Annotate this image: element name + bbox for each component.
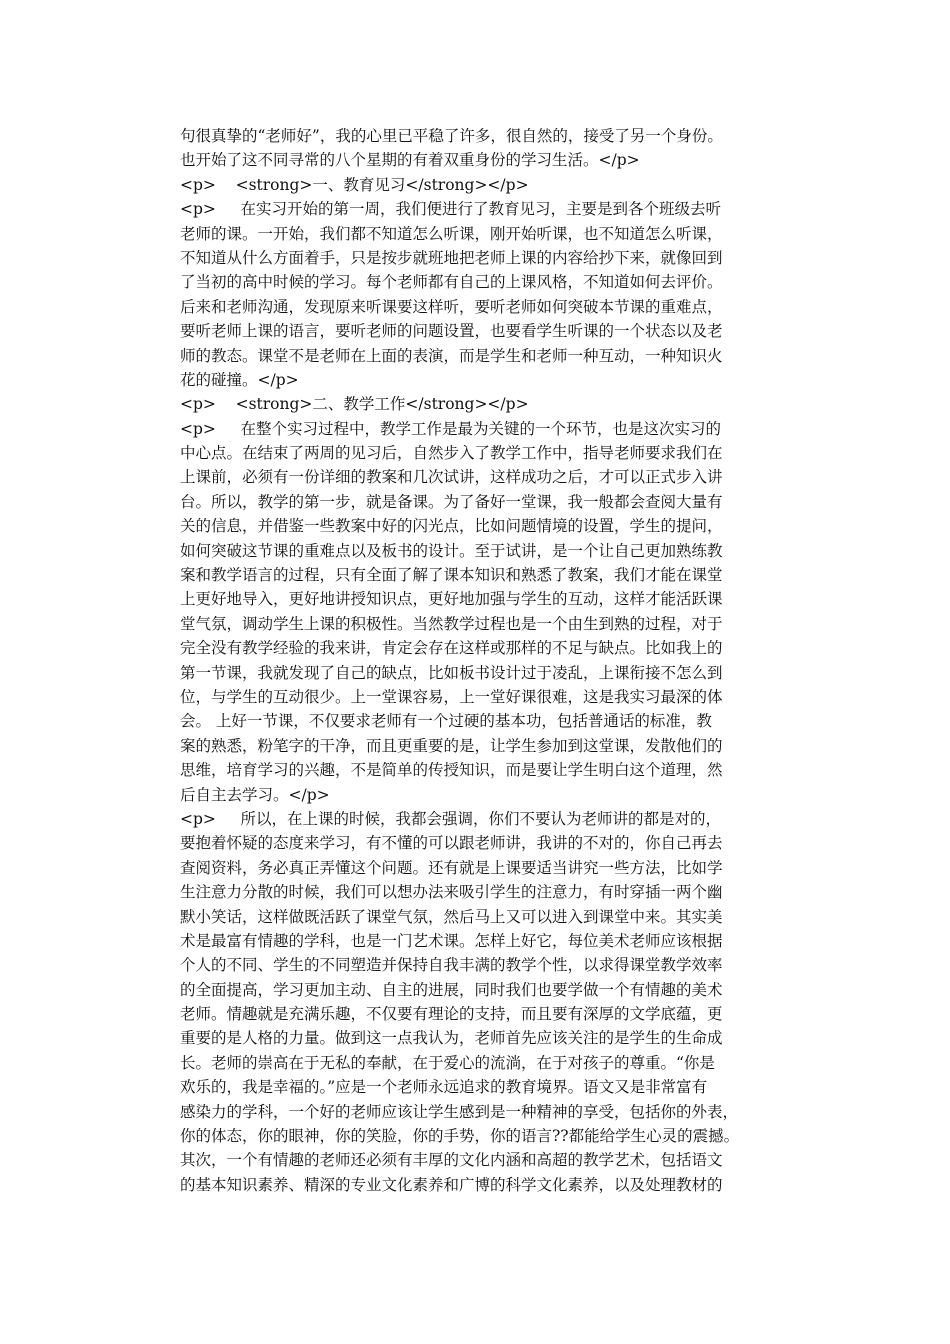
text-line: 师的教态。课堂不是老师在上面的表演，而是学生和老师一种互动，一种知识火 — [180, 346, 723, 365]
text-line: 完全没有教学经验的我来讲，肯定会存在这样或那样的不足与缺点。比如我上的 — [180, 639, 723, 658]
text-line: 后自主去学习。</p> — [180, 785, 330, 804]
text-line: 查阅资料，务必真正弄懂这个问题。还有就是上课要适当讲究一些方法，比如学 — [180, 858, 723, 877]
text-line: <p> 所以，在上课的时候，我都会强调，你们不要认为老师讲的都是对的， — [180, 809, 722, 828]
text-line: 思维，培育学习的兴趣，不是简单的传授知识，而是要让学生明白这个道理，然 — [180, 761, 723, 780]
text-line: 句很真挚的“老师好”，我的心里已平稳了许多，很自然的，接受了另一个身份。 — [180, 127, 723, 145]
text-line: 生注意力分散的时候，我们可以想办法来吸引学生的注意力，有时穿插一两个幽 — [180, 883, 723, 902]
text-line: 关的信息，并借鉴一些教案中好的闪光点，比如问题情境的设置，学生的提问， — [180, 517, 723, 536]
text-line: 位，与学生的互动很少。上一堂课容易，上一堂好课很难，这是我实习最深的体 — [180, 687, 723, 706]
text-line: 你的体态，你的眼神，你的笑脸，你的手势，你的语言??都能给学生心灵的震撼。 — [180, 1127, 740, 1146]
text-line: 后来和老师沟通，发现原来听课要这样听，要听老师如何突破本节课的重难点， — [180, 297, 723, 316]
text-line: 的全面提高，学习更加主动、自主的进展，同时我们也要学做一个有情趣的美术 — [180, 980, 723, 999]
body-text — [180, 124, 780, 1197]
text-line: 第一节课，我就发现了自己的缺点，比如板书设计过于凌乱，上课衔接不怎么到 — [180, 663, 723, 682]
text-line: 堂气氛，调动学生上课的积极性。当然教学过程也是一个由生到熟的过程，对于 — [180, 614, 723, 633]
text-line: <p> 在实习开始的第一周，我们便进行了教育见习，主要是到各个班级去听 — [180, 200, 722, 219]
text-line: 感染力的学科，一个好的老师应该让学生感到是一种精神的享受，包括你的外表， — [180, 1102, 739, 1121]
text-line: 要抱着怀疑的态度来学习，有不懂的可以跟老师讲，我讲的不对的，你自己再去 — [180, 834, 723, 853]
text-line: 上课前，必须有一份详细的教案和几次试讲，这样成功之后，才可以正式步入讲 — [180, 468, 723, 487]
text-line: 老师。情趣就是充满乐趣，不仅要有理论的支持，而且要有深厚的文学底蕴，更 — [180, 1005, 723, 1024]
text-line: 如何突破这节课的重难点以及板书的设计。至于试讲，是一个让自己更加熟练教 — [180, 541, 723, 560]
text-line: <p> <strong>一、教育见习</strong></p> — [180, 175, 529, 194]
text-line: 欢乐的，我是幸福的。”应是一个老师永远追求的教育境界。语文又是非常富有 — [180, 1078, 708, 1097]
text-line: 其次，一个有情趣的老师还必须有丰厚的文化内涵和高超的教学艺术，包括语文 — [180, 1151, 723, 1170]
text-line: <p> 在整个实习过程中，教学工作是最为关键的一个环节，也是这次实习的 — [180, 419, 722, 438]
text-line: 不知道从什么方面着手，只是按步就班地把老师上课的内容给抄下来，就像回到 — [180, 248, 723, 267]
text-line: 个人的不同、学生的不同塑造并保持自我丰满的教学个性，以求得课堂教学效率 — [180, 956, 723, 975]
text-line: 台。所以，教学的第一步，就是备课。为了备好一堂课，我一般都会查阅大量有 — [180, 492, 723, 511]
text-line: 老师的课。一开始，我们都不知道怎么听课，刚开始听课，也不知道怎么听课， — [180, 224, 723, 243]
text-line: 默小笑话，这样做既活跃了课堂气氛，然后马上又可以进入到课堂中来。其实美 — [180, 907, 723, 926]
text-line: 案的熟悉，粉笔字的干净，而且更重要的是，让学生参加到这堂课，发散他们的 — [180, 736, 723, 755]
text-line: 要听老师上课的语言，要听老师的问题设置，也要看学生听课的一个状态以及老 — [180, 322, 723, 341]
text-line: 上更好地导入，更好地讲授知识点，更好地加强与学生的互动，这样才能活跃课 — [180, 590, 723, 609]
text-line: 案和教学语言的过程，只有全面了解了课本知识和熟悉了教案，我们才能在课堂 — [180, 566, 723, 585]
text-line: 也开始了这不同寻常的八个星期的有着双重身份的学习生活。</p> — [180, 151, 640, 170]
text-line: <p> <strong>二、教学工作</strong></p> — [180, 395, 529, 414]
text-line: 花的碰撞。</p> — [180, 370, 299, 389]
text-line: 重要的是人格的力量。做到这一点我认为，老师首先应该关注的是学生的生命成 — [180, 1029, 723, 1048]
text-line: 长。老师的崇高在于无私的奉献，在于爱心的流淌，在于对孩子的尊重。“你是 — [180, 1053, 715, 1072]
text-line: 会。 上好一节课，不仅要求老师有一个过硬的基本功，包括普通话的标准，教 — [180, 712, 712, 731]
text-line: 术是最富有情趣的学科，也是一门艺术课。怎样上好它，每位美术老师应该根据 — [180, 931, 723, 950]
text-line: 的基本知识素养、精深的专业文化素养和广博的科学文化素养，以及处理教材的 — [180, 1175, 723, 1194]
text-line: 了当初的高中时候的学习。每个老师都有自己的上课风格，不知道如何去评价。 — [180, 273, 723, 292]
text-line: 中心点。在结束了两周的见习后，自然步入了教学工作中，指导老师要求我们在 — [180, 444, 723, 463]
